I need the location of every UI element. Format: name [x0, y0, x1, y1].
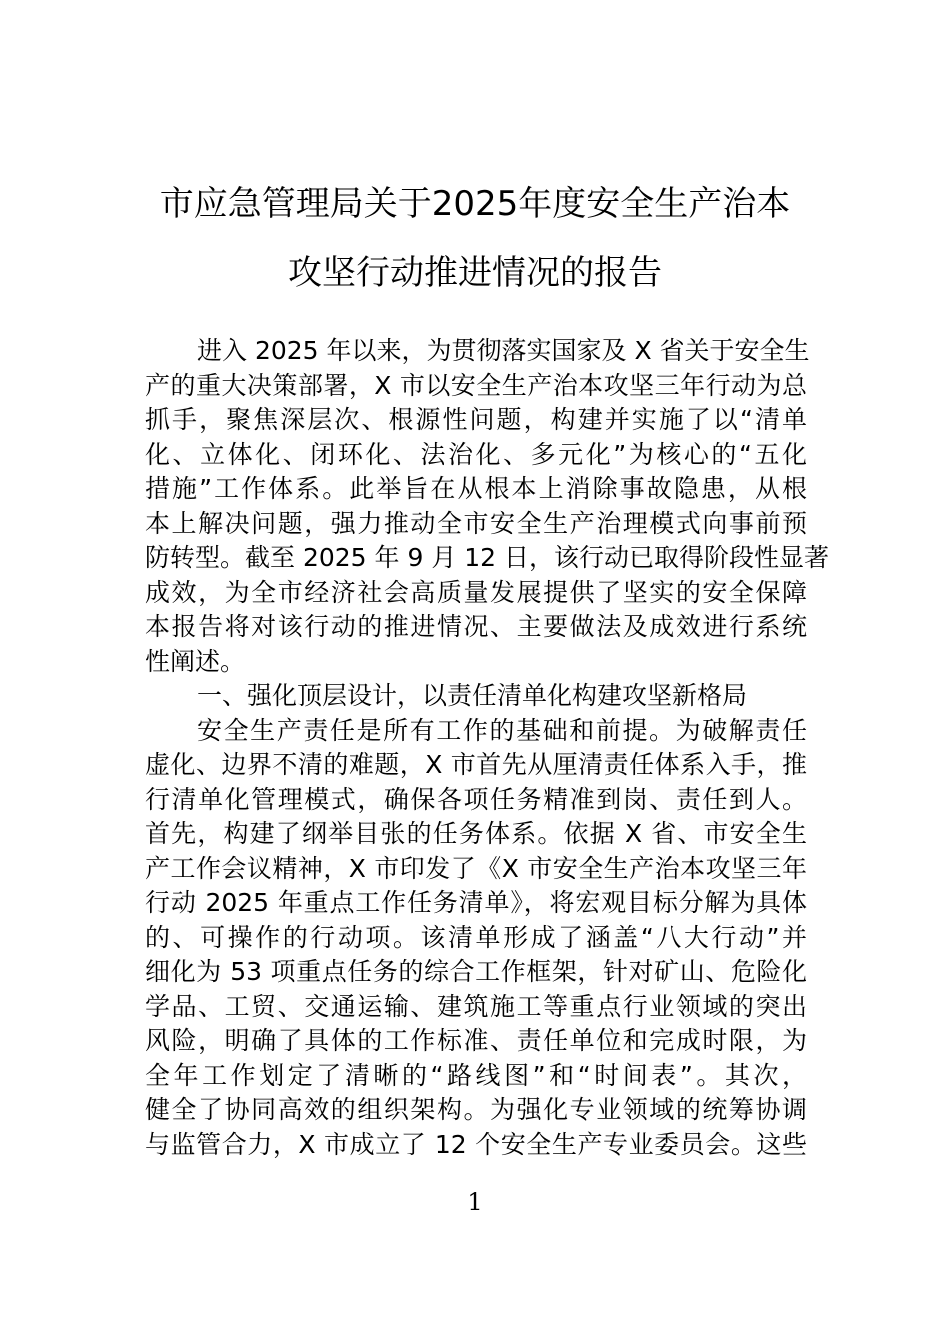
body-line: 成效，为全市经济社会高质量发展提供了坚实的安全保障 [145, 577, 807, 607]
document-title-line-2: 攻坚行动推进情况的报告 [288, 253, 662, 293]
body-line: 的、可操作的行动项。该清单形成了涵盖“八大行动”并 [145, 922, 807, 952]
body-line: 首先，构建了纲举目张的任务体系。依据 X 省、市安全生 [145, 819, 807, 848]
section-heading: 一、强化顶层设计，以责任清单化构建攻坚新格局 [197, 681, 748, 710]
body-line: 行清单化管理模式，确保各项任务精准到岗、责任到人。 [145, 784, 807, 814]
body-line: 抓手，聚焦深层次、根源性问题，构建并实施了以“清单 [145, 405, 807, 434]
body-line: 本报告将对该行动的推进情况、主要做法及成效进行系统 [145, 612, 807, 641]
page-number: 1 [467, 1188, 483, 1216]
body-line: 安全生产责任是所有工作的基础和前提。为破解责任 [197, 715, 807, 745]
body-line: 风险，明确了具体的工作标准、责任单位和完成时限，为 [145, 1026, 807, 1055]
body-line: 性阐述。 [145, 646, 246, 676]
body-line: 与监管合力，X 市成立了 12 个安全生产专业委员会。这些 [145, 1129, 807, 1159]
body-line: 健全了协同高效的组织架构。为强化专业领域的统筹协调 [145, 1095, 807, 1124]
body-line: 防转型。截至 2025 年 9 月 12 日，该行动已取得阶段性显著 [145, 543, 830, 572]
body-line: 行动 2025 年重点工作任务清单》，将宏观目标分解为具体 [145, 888, 807, 917]
body-line: 学品、工贸、交通运输、建筑施工等重点行业领域的突出 [145, 991, 807, 1021]
body-line: 化、立体化、闭环化、法治化、多元化”为核心的“五化 [145, 439, 807, 469]
body-line: 本上解决问题，强力推动全市安全生产治理模式向事前预 [145, 508, 807, 538]
document-body [145, 334, 830, 1162]
body-line: 虚化、边界不清的难题，X 市首先从厘清责任体系入手，推 [145, 750, 807, 779]
body-line: 细化为 53 项重点任务的综合工作框架，针对矿山、危险化 [145, 957, 807, 986]
body-line: 措施”工作体系。此举旨在从根本上消除事故隐患，从根 [145, 474, 807, 503]
body-line: 产工作会议精神，X 市印发了《X 市安全生产治本攻坚三年 [145, 853, 807, 883]
document-title-line-1: 市应急管理局关于2025年度安全生产治本 [159, 184, 791, 224]
body-line: 进入 2025 年以来，为贯彻落实国家及 X 省关于安全生 [197, 336, 810, 365]
body-line: 全年工作划定了清晰的“路线图”和“时间表”。其次， [145, 1060, 807, 1090]
body-line: 产的重大决策部署，X 市以安全生产治本攻坚三年行动为总 [145, 370, 807, 400]
